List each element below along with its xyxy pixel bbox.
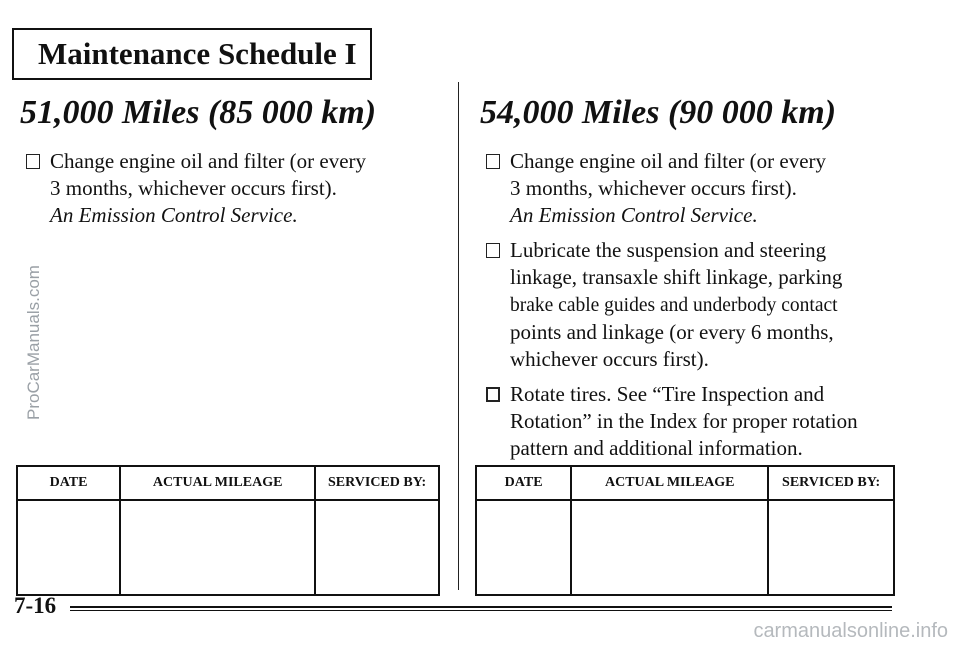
mileage-heading-51000: 51,000 Miles (85 000 km) [20,94,377,131]
section-title-box [12,28,372,80]
service-log-table-right [475,465,895,596]
emission-note: An Emission Control Service. [50,203,298,227]
item-text-line: brake cable guides and underbody contact [510,295,838,316]
maintenance-item-oil-change [20,148,440,229]
mileage-cell[interactable] [120,500,315,595]
section-title: Maintenance Schedule I [38,36,357,71]
maintenance-item-lubricate [480,237,900,373]
watermark-bottom: carmanualsonline.info [753,620,948,642]
column-header-mileage: ACTUAL MILEAGE [120,466,315,500]
column-header-serviced-by: SERVICED BY: [768,466,894,500]
column-header-serviced-by: SERVICED BY: [315,466,439,500]
service-log-table-left [16,465,440,596]
checkbox-icon[interactable] [26,154,40,169]
column-header-date: DATE [476,466,571,500]
checkbox-icon[interactable] [486,154,500,169]
maintenance-item-oil-change [480,148,900,229]
page-number: 7-16 [14,593,57,618]
item-text-line: pattern and additional information. [510,436,803,460]
item-text-line: points and linkage (or every 6 months, [510,320,834,344]
date-cell[interactable] [17,500,120,595]
maintenance-item-rotate-tires [480,381,900,462]
item-text-line: linkage, transaxle shift linkage, parking [510,265,843,289]
serviced-by-cell[interactable] [315,500,439,595]
item-text-line: Rotation” in the Index for proper rotation [510,409,858,433]
emission-note: An Emission Control Service. [510,203,758,227]
checkbox-icon[interactable] [486,243,500,258]
mileage-heading-54000: 54,000 Miles (90 000 km) [480,94,837,131]
item-text-line: Change engine oil and filter (or every [50,149,367,173]
checkbox-icon[interactable] [486,387,500,402]
column-header-mileage: ACTUAL MILEAGE [571,466,768,500]
date-cell[interactable] [476,500,571,595]
column-divider [458,82,459,590]
item-text-line: 3 months, whichever occurs first). [50,176,337,200]
item-text-line: whichever occurs first). [510,347,709,371]
watermark-left: ProCarManuals.com [24,265,43,420]
item-text-line: Rotate tires. See “Tire Inspection and [510,382,825,406]
column-header-date: DATE [17,466,120,500]
item-text-line: Change engine oil and filter (or every [510,149,827,173]
item-text-line: 3 months, whichever occurs first). [510,176,797,200]
footer-rule [70,606,892,611]
serviced-by-cell[interactable] [768,500,894,595]
item-text-line: Lubricate the suspension and steering [510,238,827,262]
mileage-cell[interactable] [571,500,768,595]
left-column [20,94,440,237]
right-column [480,94,900,470]
